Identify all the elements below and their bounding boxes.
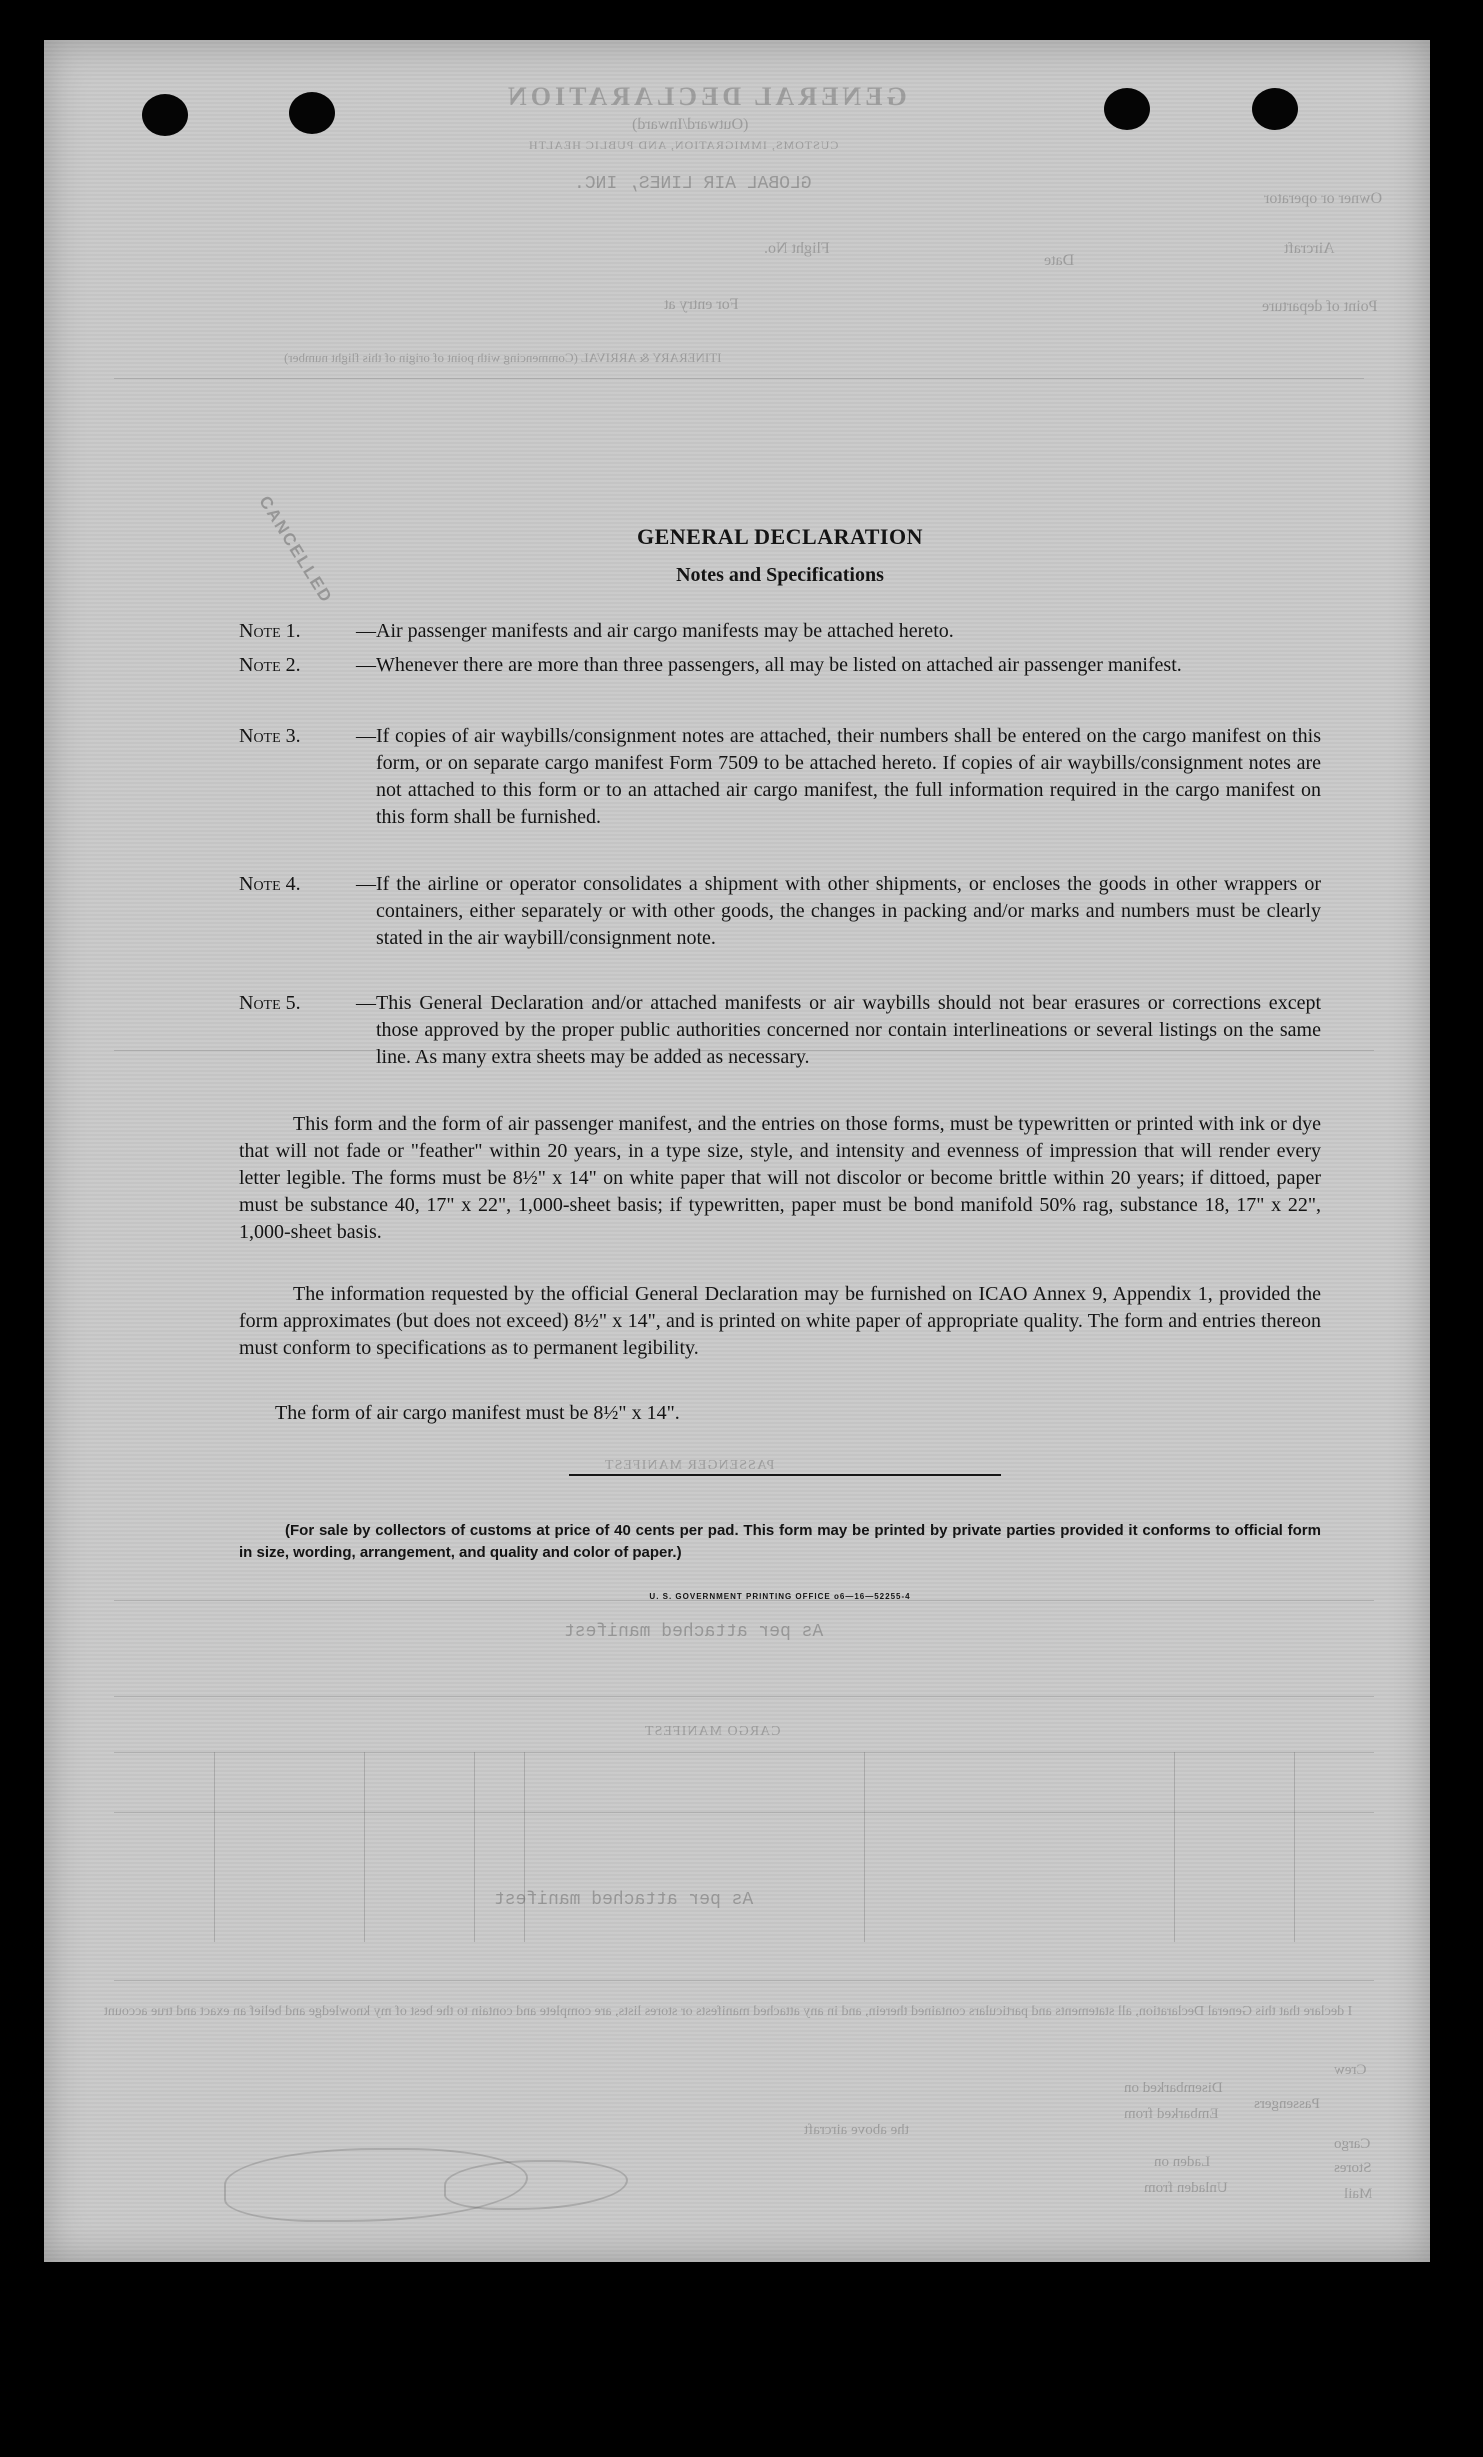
bleed-owner-label: Owner or operator (1264, 190, 1383, 207)
paragraph-icao: The information requested by the official General Declaration may be furnished on ICAO Annex 9, Appendix 1, provided the form approximates (but does not exceed) 8½" x 14", and is printed on white paper of appropriate quality. The form and entries thereon must conform to specifications as to permanent legibility. (239, 1283, 1321, 1359)
bleed-unladen-label: Unladen from (1144, 2180, 1228, 2196)
bleed-col-1 (214, 1752, 215, 1942)
sale-notice: (For sale by collectors of customs at price of 40 cents per pad. This form may be printed by private parties provided it conforms to official form in size, wording, arrangement, and quality and color of paper.) (239, 1522, 1321, 1561)
bleed-attached-2: As per attached manifest (494, 1890, 754, 1910)
bleed-header: GENERAL DECLARATION (504, 82, 907, 111)
note-label: Note 4. (239, 873, 301, 895)
punch-hole-3 (1104, 88, 1150, 130)
note-text: —Air passenger manifests and air cargo manifests may be attached hereto. (356, 620, 954, 642)
bleed-col-3 (474, 1752, 475, 1942)
note-text: —This General Declaration and/or attached manifests or air waybills should not bear erasures or corrections except those approved by the proper public authorities concerned nor contain interlineations or several listings on the same line. As many extra sheets may be added as necessary. (356, 992, 1321, 1068)
bleed-laden-label: Laden on (1154, 2154, 1211, 2170)
bleed-agencies: CUSTOMS, IMMIGRATION, AND PUBLIC HEALTH (528, 138, 839, 152)
note-label: Note 2. (239, 654, 301, 676)
bleed-rule-4 (114, 1696, 1374, 1697)
punch-hole-2 (289, 92, 335, 134)
paragraph-form-specs: This form and the form of air passenger manifest, and the entries on those forms, must be typewritten or printed with ink or dye that will not fade or "feather" within 20 years, in a type size, style, and intensity and evenness of impression that will render every letter legible. The forms must be 8½" x 14" on white paper that will not discolor or become brittle within 20 years; if dittoed, paper must be substance 40, 17" x 22", 1,000-sheet basis; if typewritten, paper must be bond manifold 50% rag, substance 18, 17" x 22", 1,000-sheet basis. (239, 1113, 1321, 1243)
bleed-col-2 (364, 1752, 365, 1942)
note-text: —If copies of air waybills/consignment notes are attached, their numbers shall be entered on the cargo manifest on this form, or on separate cargo manifest Form 7509 to be attached hereto. If copies of air waybills/consignment notes are not attached to this form or to an attached air cargo manifest, the full information required in the cargo manifest on this form shall be furnished. (356, 725, 1321, 828)
divider-rule (569, 1474, 1001, 1476)
note-text: —If the airline or operator consolidates a shipment with other shipments, or encloses the goods in other wrappers or containers, either separately or with other goods, the changes in packing and/or marks and numbers must be clearly stated in the air waybill/consignment note. (356, 873, 1321, 949)
bleed-embarked-label: Embarked from (1124, 2106, 1219, 2122)
note-3 (239, 723, 1321, 831)
bleed-passenger-manifest: PASSENGER MANIFEST (604, 1458, 775, 1473)
paragraph-cargo-size: The form of air cargo manifest must be 8½" x 14". (275, 1402, 680, 1424)
bleed-mail-label: Mail (1344, 2186, 1373, 2202)
bleed-rule-7 (114, 1980, 1374, 1981)
bleed-disembarked-label: Disembarked on (1124, 2080, 1223, 2096)
bleed-entry-label: For entry at (664, 296, 739, 313)
bleed-above-aircraft: the above aircraft (804, 2122, 909, 2138)
bleed-rule-1 (114, 378, 1364, 379)
document-sheet (44, 40, 1430, 2262)
bleed-signature-2 (444, 2160, 628, 2210)
bleed-col-4 (524, 1752, 525, 1942)
bleed-airline: GLOBAL AIR LINES, INC. (574, 174, 812, 194)
page-title: GENERAL DECLARATION (637, 524, 923, 549)
bleed-rule-6 (114, 1812, 1374, 1813)
bleed-crew-label: Crew (1334, 2062, 1367, 2078)
bleed-passengers-label: Passengers (1254, 2096, 1320, 2112)
bleed-itinerary: ITINERARY & ARRIVAL (Commencing with point of origin of this flight number) (284, 350, 722, 365)
note-5 (239, 990, 1321, 1071)
note-2 (239, 652, 1321, 679)
note-label: Note 1. (239, 620, 301, 642)
note-text: —Whenever there are more than three passengers, all may be listed on attached air passenger manifest. (356, 654, 1182, 676)
note-label: Note 3. (239, 725, 301, 747)
bleed-attached-1: As per attached manifest (564, 1622, 824, 1642)
note-1 (239, 618, 1321, 645)
bleed-date-label: Date (1044, 252, 1075, 269)
page-subtitle: Notes and Specifications (676, 564, 884, 586)
bleed-cargo-label: Cargo (1334, 2136, 1371, 2152)
bleed-stamp: CANCELLED (255, 492, 337, 607)
bleed-col-5 (864, 1752, 865, 1942)
note-4 (239, 871, 1321, 952)
punch-hole-1 (142, 94, 188, 136)
bleed-declaration: I declare that this General Declaration, all statements and particulars contained therein, and in any attached manifests or stores lists, are complete and contain to the best of my knowledge and belief an exact and true account (104, 2004, 1353, 2019)
bleed-departure-label: Point of departure (1262, 298, 1378, 315)
bleed-col-7 (1294, 1752, 1295, 1942)
bleed-col-6 (1174, 1752, 1175, 1942)
punch-hole-4 (1252, 88, 1298, 130)
bleed-cargo-manifest: CARGO MANIFEST (644, 1724, 781, 1739)
printing-office-imprint: U. S. GOVERNMENT PRINTING OFFICE o6—16—52255-4 (649, 1592, 911, 1601)
note-label: Note 5. (239, 992, 301, 1014)
bleed-aircraft-label: Aircraft (1284, 240, 1335, 257)
bleed-subheader: (Outward/Inward) (632, 116, 749, 133)
bleed-stores-label: Stores (1334, 2160, 1372, 2176)
bleed-rule-5 (114, 1752, 1374, 1753)
bleed-flight-label: Flight No. (764, 240, 830, 257)
